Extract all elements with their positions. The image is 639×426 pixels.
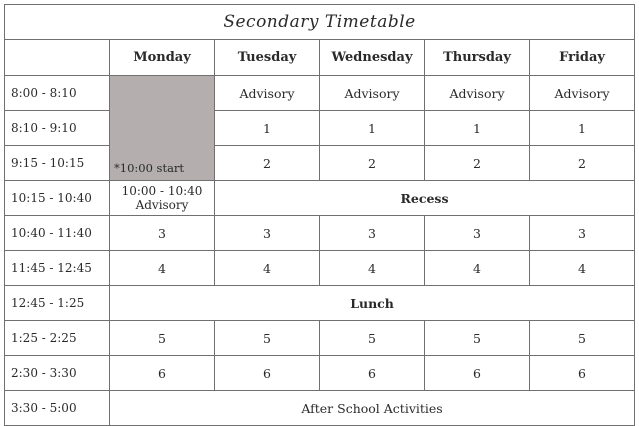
timetable-cell: 3 [110,216,215,251]
day-header: Tuesday [215,40,320,76]
monday-advisory-cell [110,181,215,216]
after-school-cell: After School Activities [110,391,635,426]
monday-advisory-label: Advisory [135,198,189,212]
timetable-cell: 5 [530,321,635,356]
timetable-cell: 6 [215,356,320,391]
timetable-cell: 5 [320,321,425,356]
time-label: 10:15 - 10:40 [5,181,110,216]
timetable-cell: 4 [110,251,215,286]
monday-advisory-time: 10:00 - 10:40 [121,184,203,198]
timetable-cell: Advisory [320,76,425,111]
timetable-cell: 1 [320,111,425,146]
recess-cell: Recess [215,181,635,216]
timetable-cell: 5 [425,321,530,356]
timetable-cell: 3 [215,216,320,251]
time-label: 2:30 - 3:30 [5,356,110,391]
time-label: 8:10 - 9:10 [5,111,110,146]
timetable-cell: 6 [110,356,215,391]
timetable-cell: 1 [215,111,320,146]
time-label: 1:25 - 2:25 [5,321,110,356]
timetable-cell: 2 [530,146,635,181]
time-label: 12:45 - 1:25 [5,286,110,321]
time-label: 10:40 - 11:40 [5,216,110,251]
timetable [4,4,635,426]
timetable-cell: 6 [425,356,530,391]
timetable-cell: Advisory [425,76,530,111]
day-header: Friday [530,40,635,76]
time-label: 8:00 - 8:10 [5,76,110,111]
time-label: 9:15 - 10:15 [5,146,110,181]
timetable-cell: 3 [530,216,635,251]
timetable-cell: 4 [425,251,530,286]
timetable-cell: 4 [530,251,635,286]
timetable-cell: 1 [530,111,635,146]
timetable-cell: Advisory [530,76,635,111]
time-label: 3:30 - 5:00 [5,391,110,426]
day-header: Thursday [425,40,530,76]
timetable-cell: 1 [425,111,530,146]
corner-cell [5,40,110,76]
timetable-cell: 5 [110,321,215,356]
timetable-title: Secondary Timetable [5,5,635,40]
monday-late-start-note: *10:00 start [110,76,215,181]
day-header: Monday [110,40,215,76]
timetable-cell: 3 [320,216,425,251]
timetable-cell: 2 [215,146,320,181]
timetable-cell: 3 [425,216,530,251]
timetable-cell: Advisory [215,76,320,111]
time-label: 11:45 - 12:45 [5,251,110,286]
timetable-cell: 4 [320,251,425,286]
timetable-cell: 4 [215,251,320,286]
timetable-cell: 2 [425,146,530,181]
timetable-cell: 5 [215,321,320,356]
timetable-cell: 6 [530,356,635,391]
day-header: Wednesday [320,40,425,76]
timetable-cell: 2 [320,146,425,181]
timetable-cell: 6 [320,356,425,391]
lunch-cell: Lunch [110,286,635,321]
